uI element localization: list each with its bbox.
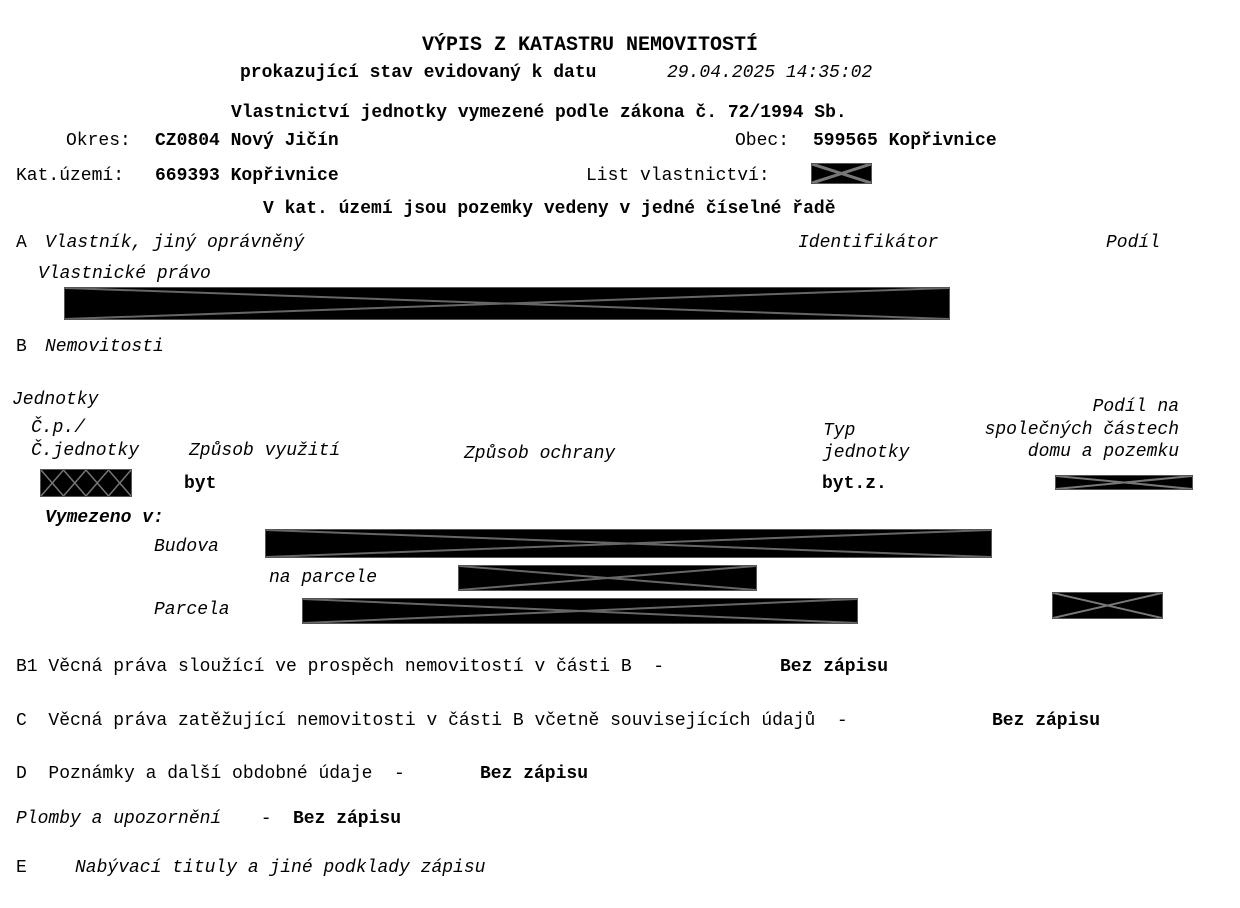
document-title: VÝPIS Z KATASTRU NEMOVITOSTÍ bbox=[421, 34, 759, 57]
na-parcele-label: na parcele bbox=[269, 568, 378, 588]
unit-use-value: byt bbox=[184, 474, 217, 494]
redacted-building-parcel bbox=[458, 565, 757, 591]
vymezeno-v-label: Vymezeno v: bbox=[45, 508, 164, 528]
plomby-status: Bez zápisu bbox=[293, 809, 402, 829]
obec-value: 599565 Kopřivnice bbox=[813, 131, 997, 151]
vlastnicke-pravo-heading: Vlastnické právo bbox=[38, 264, 211, 284]
section-d-status: Bez zápisu bbox=[480, 764, 589, 784]
date-line-prefix: prokazující stav evidovaný k datu bbox=[240, 63, 597, 83]
identifikator-header: Identifikátor bbox=[798, 233, 939, 253]
budova-label: Budova bbox=[154, 537, 219, 557]
parcel-series-note: V kat. území jsou pozemky vedeny v jedné číselné řadě bbox=[263, 199, 836, 219]
plomby-dash: - bbox=[250, 809, 272, 829]
podil-spol-header-line1: Podíl na bbox=[1092, 397, 1179, 417]
date-line-value: 29.04.2025 14:35:02 bbox=[667, 63, 873, 83]
plomby-text: Plomby a upozornění bbox=[16, 809, 222, 829]
typ-header-line1: Typ bbox=[823, 421, 856, 441]
typ-header-line2: jednotky bbox=[823, 443, 910, 463]
section-a-letter: A bbox=[16, 233, 27, 253]
podil-spol-header-line2: společných částech bbox=[984, 420, 1179, 440]
redacted-parcel-share bbox=[1052, 592, 1163, 619]
ownership-heading: Vlastnictví jednotky vymezené podle zákona č. 72/1994 Sb. bbox=[231, 103, 847, 123]
redacted-unit-share bbox=[1055, 475, 1193, 490]
section-e-text: Nabývací tituly a jiné podklady zápisu bbox=[75, 858, 486, 878]
redacted-unit-number bbox=[40, 469, 132, 497]
redacted-building bbox=[265, 529, 992, 558]
section-d-text: D Poznámky a další obdobné údaje - bbox=[16, 764, 405, 784]
section-b-title: Nemovitosti bbox=[45, 337, 164, 357]
zpusob-vyuziti-header: Způsob využití bbox=[189, 441, 341, 461]
jednotky-heading: Jednotky bbox=[12, 390, 99, 410]
parcela-label: Parcela bbox=[154, 600, 230, 620]
list-vlastnictvi-label: List vlastnictví: bbox=[586, 166, 770, 186]
obec-label: Obec: bbox=[735, 131, 790, 151]
kat-uzemi-value: 669393 Kopřivnice bbox=[155, 166, 339, 186]
okres-value: CZ0804 Nový Jičín bbox=[155, 131, 339, 151]
cp-header-line1: Č.p./ bbox=[31, 418, 86, 438]
okres-label: Okres: bbox=[66, 131, 131, 151]
section-b-letter: B bbox=[16, 337, 27, 357]
kat-uzemi-label: Kat.území: bbox=[16, 166, 125, 186]
section-a-title: Vlastník, jiný oprávněný bbox=[45, 233, 305, 253]
section-c-text: C Věcná práva zatěžující nemovitosti v části B včetně souvisejících údajů - bbox=[16, 711, 848, 731]
section-b1-text: B1 Věcná práva sloužící ve prospěch nemovitostí v části B - bbox=[16, 657, 665, 677]
cp-header-line2: Č.jednotky bbox=[31, 441, 140, 461]
section-c-status: Bez zápisu bbox=[992, 711, 1101, 731]
redacted-owner bbox=[64, 287, 950, 320]
podil-header: Podíl bbox=[1106, 233, 1161, 253]
unit-type-value: byt.z. bbox=[822, 474, 887, 494]
zpusob-ochrany-header: Způsob ochrany bbox=[464, 444, 616, 464]
podil-spol-header-line3: domu a pozemku bbox=[1027, 442, 1179, 462]
section-e-letter: E bbox=[16, 858, 27, 878]
redacted-parcel bbox=[302, 598, 858, 624]
redacted-list-number bbox=[811, 163, 872, 184]
section-b1-status: Bez zápisu bbox=[780, 657, 889, 677]
